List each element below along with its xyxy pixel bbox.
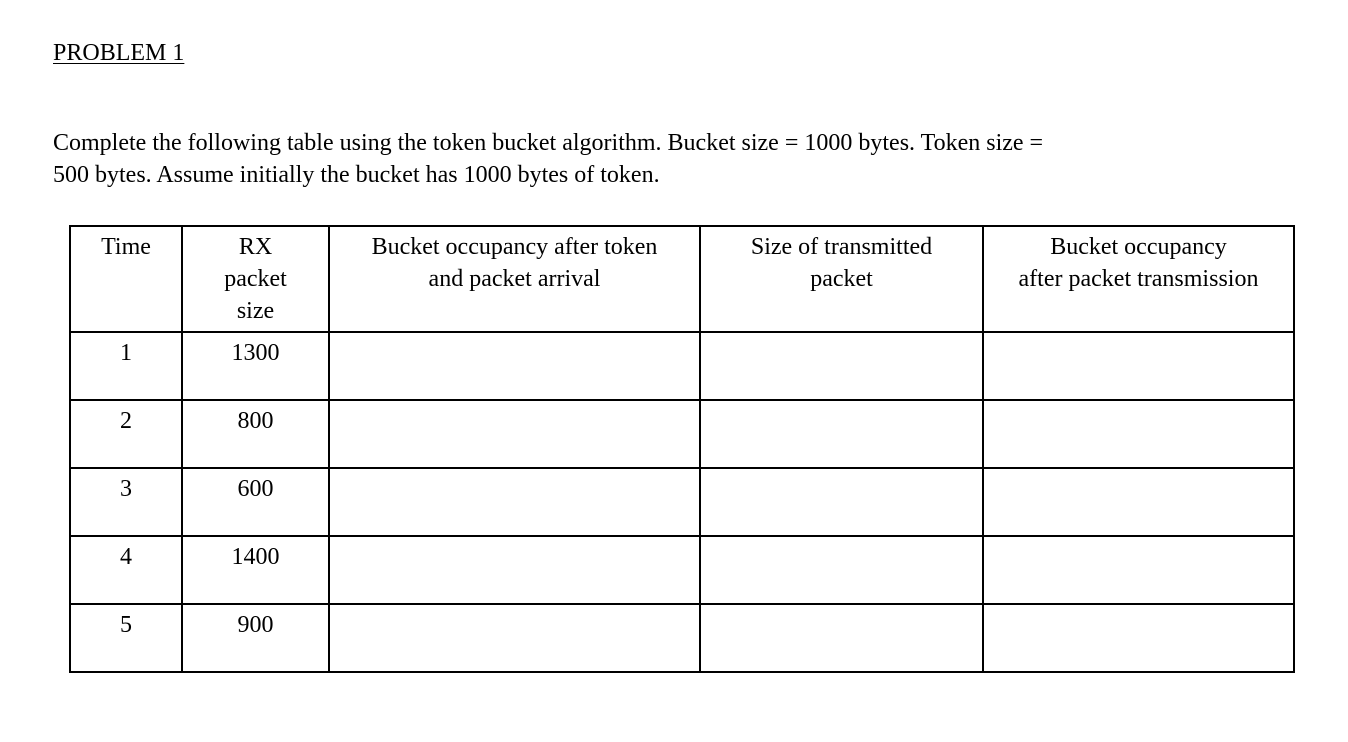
cell-rx-size: 1300 (182, 332, 329, 400)
header-rx-line-2: packet (224, 266, 287, 292)
cell-occupancy-after-arrival[interactable] (329, 332, 700, 400)
cell-transmitted-size[interactable] (700, 400, 983, 468)
problem-heading: PROBLEM 1 (53, 40, 185, 66)
cell-transmitted-size[interactable] (700, 468, 983, 536)
header-rx-packet-size (182, 226, 329, 332)
cell-occupancy-after-arrival[interactable] (329, 536, 700, 604)
header-occupancy-after-transmission (983, 226, 1294, 332)
cell-occupancy-after-arrival[interactable] (329, 468, 700, 536)
header-time-label: Time (101, 234, 151, 260)
header-transmission-line-2: after packet transmission (1018, 266, 1259, 292)
cell-rx-size: 800 (182, 400, 329, 468)
cell-time: 1 (70, 332, 182, 400)
cell-rx-size: 1400 (182, 536, 329, 604)
header-transmission-line-1: Bucket occupancy (1050, 234, 1227, 260)
cell-occupancy-after-arrival[interactable] (329, 400, 700, 468)
instructions-line-1: Complete the following table using the token bucket algorithm. Bucket size = 1000 bytes. Token size = (53, 130, 1044, 156)
header-rx-line-3: size (236, 298, 275, 324)
cell-time: 3 (70, 468, 182, 536)
header-time (70, 226, 182, 332)
table-row (70, 332, 1294, 400)
table-row (70, 468, 1294, 536)
cell-time: 2 (70, 400, 182, 468)
cell-occupancy-after-transmission[interactable] (983, 332, 1294, 400)
cell-rx-size: 900 (182, 604, 329, 672)
header-arrival-line-1: Bucket occupancy after token (371, 234, 658, 260)
table-header-row (70, 226, 1294, 332)
cell-transmitted-size[interactable] (700, 332, 983, 400)
instructions-line-2: 500 bytes. Assume initially the bucket has 1000 bytes of token. (53, 162, 660, 188)
problem-instructions (53, 127, 1313, 191)
cell-transmitted-size[interactable] (700, 604, 983, 672)
table-row (70, 400, 1294, 468)
cell-time: 4 (70, 536, 182, 604)
cell-occupancy-after-transmission[interactable] (983, 536, 1294, 604)
cell-transmitted-size[interactable] (700, 536, 983, 604)
table-row (70, 604, 1294, 672)
cell-occupancy-after-arrival[interactable] (329, 604, 700, 672)
header-transmitted-line-1: Size of transmitted (750, 234, 933, 260)
cell-occupancy-after-transmission[interactable] (983, 400, 1294, 468)
cell-occupancy-after-transmission[interactable] (983, 604, 1294, 672)
cell-rx-size: 600 (182, 468, 329, 536)
header-transmitted-line-2: packet (810, 266, 873, 292)
header-occupancy-after-arrival (329, 226, 700, 332)
header-arrival-line-2: and packet arrival (428, 266, 601, 292)
header-rx-line-1: RX (238, 234, 273, 260)
token-bucket-table (69, 225, 1295, 673)
header-transmitted-size (700, 226, 983, 332)
cell-occupancy-after-transmission[interactable] (983, 468, 1294, 536)
table-row (70, 536, 1294, 604)
cell-time: 5 (70, 604, 182, 672)
